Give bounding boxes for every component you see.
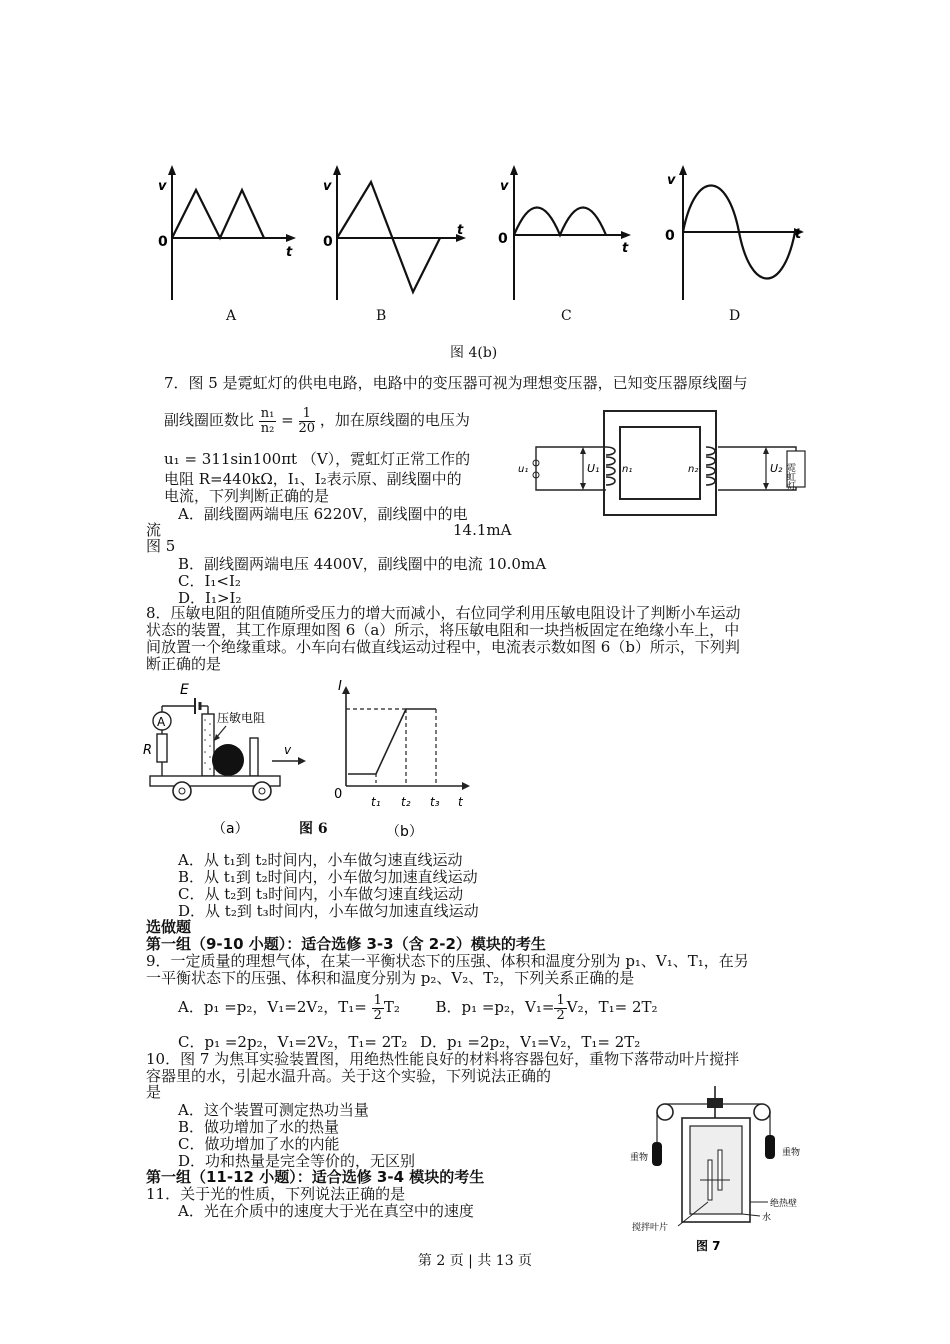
graph-d-label: D	[729, 308, 741, 324]
fig6a-R: R	[143, 743, 153, 758]
graph-c	[480, 160, 640, 310]
graph-a-label: A	[226, 308, 237, 324]
page-footer: 第 2 页 | 共 13 页	[417, 1253, 533, 1269]
graph-c-label: C	[561, 308, 572, 324]
circuit-u1: u₁	[518, 464, 529, 475]
q7-line3: u₁ = 311sin100πt （V），霓虹灯正常工作的	[164, 450, 471, 468]
figure-6a	[140, 678, 315, 838]
graph-c-zero: 0	[498, 231, 508, 247]
fig6a-resistor-label: 压敏电阻	[217, 711, 266, 725]
q8-option-d: D．从 t₂到 t₃时间内，小车做匀加速直线运动	[178, 902, 479, 920]
q7-option-d: D．I₁>I₂	[178, 589, 242, 607]
graph-c-v: v	[500, 179, 509, 194]
circuit-U2: U₂	[770, 462, 783, 475]
graph-a-zero: 0	[158, 234, 168, 250]
q9-option-b-post: V₂，T₁= 2T₂	[566, 998, 658, 1016]
q10-option-b: B．做功增加了水的热量	[178, 1118, 340, 1136]
q9-option-a-pre: A．p₁ =p₂，V₁=2V₂，T₁=	[178, 998, 367, 1016]
graph-b-label: B	[376, 308, 387, 324]
q7-line4: 电阻 R=440kΩ，I₁、I₂表示原、副线圈中的	[164, 470, 462, 488]
q11-line1: 11．关于光的性质，下列说法正确的是	[146, 1185, 406, 1203]
q8-option-a: A．从 t₁到 t₂时间内，小车做匀速直线运动	[178, 851, 463, 869]
graph-d-zero: 0	[665, 228, 675, 244]
figure-6-label: 图 6	[299, 821, 328, 837]
fig6b-zero: 0	[334, 787, 343, 802]
q9-option-b-half: $\frac{1}{2}$	[556, 992, 565, 1023]
graph-d-v: v	[667, 173, 676, 188]
q7-ratio-fraction: $\frac{1}{20}$	[298, 405, 316, 436]
circuit-n2: n₂	[688, 464, 699, 475]
circuit-U1: U₁	[587, 462, 600, 475]
figure-6b	[328, 678, 478, 843]
q10-option-a: A．这个装置可测定热功当量	[178, 1101, 369, 1119]
q7-equals: =	[281, 411, 294, 429]
q7-option-a-tail2: 14.1mA	[453, 521, 512, 539]
graph-a-v: v	[158, 179, 167, 194]
fig6b-t: t	[458, 795, 463, 809]
q7-line1: 7．图 5 是霓虹灯的供电电路，电路中的变压器可视为理想变压器，已知变压器原线圈与	[164, 374, 748, 392]
q10-line2: 容器里的水，引起水温升高。关于这个实验，下列说法正确的	[146, 1067, 552, 1085]
fig6a-v: v	[284, 743, 292, 757]
fig7-weight-right: 重物	[782, 1148, 801, 1158]
q7-option-a-tail1: 流	[146, 521, 162, 539]
graph-b-v: v	[323, 179, 332, 194]
q7-line2	[164, 398, 470, 442]
q7-line5: 电流，下列判断正确的是	[164, 487, 330, 505]
q7-option-b: B．副线圈两端电压 4400V，副线圈中的电流 10.0mA	[178, 555, 547, 573]
fig7-blade: 搅拌叶片	[632, 1223, 669, 1233]
graph-a	[140, 160, 300, 310]
fig7-wall: 绝热壁	[770, 1199, 798, 1209]
q9-option-d: D．p₁ =2p₂，V₁=V₂，T₁= 2T₂	[420, 1033, 641, 1051]
circuit-neon-lamp: 霓虹灯	[785, 463, 795, 490]
q9-line2: 一平衡状态下的压强、体积和温度分别为 p₂、V₂、T₂，下列关系正确的是	[146, 969, 635, 987]
fig6b-t1: t₁	[371, 795, 381, 809]
q8-line3: 间放置一个绝缘重球。小车向右做直线运动过程中，电流表示数如图 6（b）所示，下列判	[146, 638, 740, 656]
elective-group2-heading: 第一组（11-12 小题）：适合选修 3-4 模块的考生	[146, 1168, 485, 1186]
figure-5-circuit	[516, 405, 816, 520]
fig6b-I: I	[338, 679, 342, 694]
q9-option-a-half: $\frac{1}{2}$	[373, 992, 382, 1023]
q9-option-c: C．p₁ =2p₂，V₁=2V₂，T₁= 2T₂	[178, 1033, 408, 1051]
figure-4b-caption: 图 4(b)	[450, 345, 498, 361]
fig6a-ammeter: A	[157, 715, 166, 729]
fig6b-t3: t₃	[430, 795, 440, 809]
fig7-water: 水	[762, 1213, 772, 1223]
q9-option-a-post: T₂	[383, 998, 400, 1016]
figure-7	[630, 1080, 820, 1255]
q9-options-ab	[178, 988, 658, 1026]
graph-c-t: t	[622, 241, 629, 256]
q7-voltage-text: ，加在原线圈的电压为	[319, 411, 470, 429]
q10-line1: 10．图 7 为焦耳实验装置图，用绝热性能良好的材料将容器包好，重物下落带动叶片搅拌	[146, 1050, 740, 1068]
q10-line3: 是	[146, 1083, 162, 1101]
q10-option-d: D．功和热量是完全等价的，无区别	[178, 1152, 416, 1170]
fig6a-label: （a）	[212, 821, 249, 837]
graph-b-zero: 0	[323, 234, 333, 250]
circuit-n1: n₁	[622, 464, 633, 475]
q8-line1: 8．压敏电阻的阻值随所受压力的增大而减小，右位同学利用压敏电阻设计了判断小车运动	[146, 604, 741, 622]
q8-line4: 断正确的是	[146, 655, 222, 673]
q7-ratio-text: 副线圈匝数比	[164, 411, 255, 429]
q7-turns-fraction: $\frac{\text{n₁}}{\text{n₂}}$	[260, 405, 275, 436]
elective-group1-heading: 第一组（9-10 小题）：适合选修 3-3（含 2-2）模块的考生	[146, 935, 546, 953]
q11-option-a: A．光在介质中的速度大于光在真空中的速度	[178, 1202, 474, 1220]
q10-option-c: C．做功增加了水的内能	[178, 1135, 340, 1153]
q8-option-c: C．从 t₂到 t₃时间内，小车做匀速直线运动	[178, 885, 464, 903]
fig7-label: 图 7	[696, 1239, 721, 1253]
q8-option-b: B．从 t₁到 t₂时间内，小车做匀加速直线运动	[178, 868, 478, 886]
graph-b	[305, 160, 475, 310]
fig6b-label: （b）	[386, 824, 423, 840]
elective-title: 选做题	[146, 918, 192, 936]
fig7-weight-left: 重物	[630, 1153, 649, 1163]
graph-d	[655, 160, 815, 310]
graph-d-t: t	[795, 227, 802, 242]
q7-option-a: A．副线圈两端电压 6220V，副线圈中的电	[178, 505, 468, 523]
q9-line1: 9．一定质量的理想气体，在某一平衡状态下的压强、体积和温度分别为 p₁、V₁、T₁，在另	[146, 952, 749, 970]
figure-5-label: 图 5	[146, 537, 176, 555]
graph-a-t: t	[286, 245, 293, 260]
q8-line2: 状态的装置，其工作原理如图 6（a）所示，将压敏电阻和一块挡板固定在绝缘小车上，中	[146, 621, 740, 639]
graph-b-t: t	[457, 223, 464, 238]
q7-option-c: C．I₁<I₂	[178, 572, 241, 590]
q9-option-b-pre: B．p₁ =p₂，V₁=	[435, 998, 555, 1016]
fig6b-t2: t₂	[401, 795, 411, 809]
fig6a-E: E	[180, 682, 189, 698]
